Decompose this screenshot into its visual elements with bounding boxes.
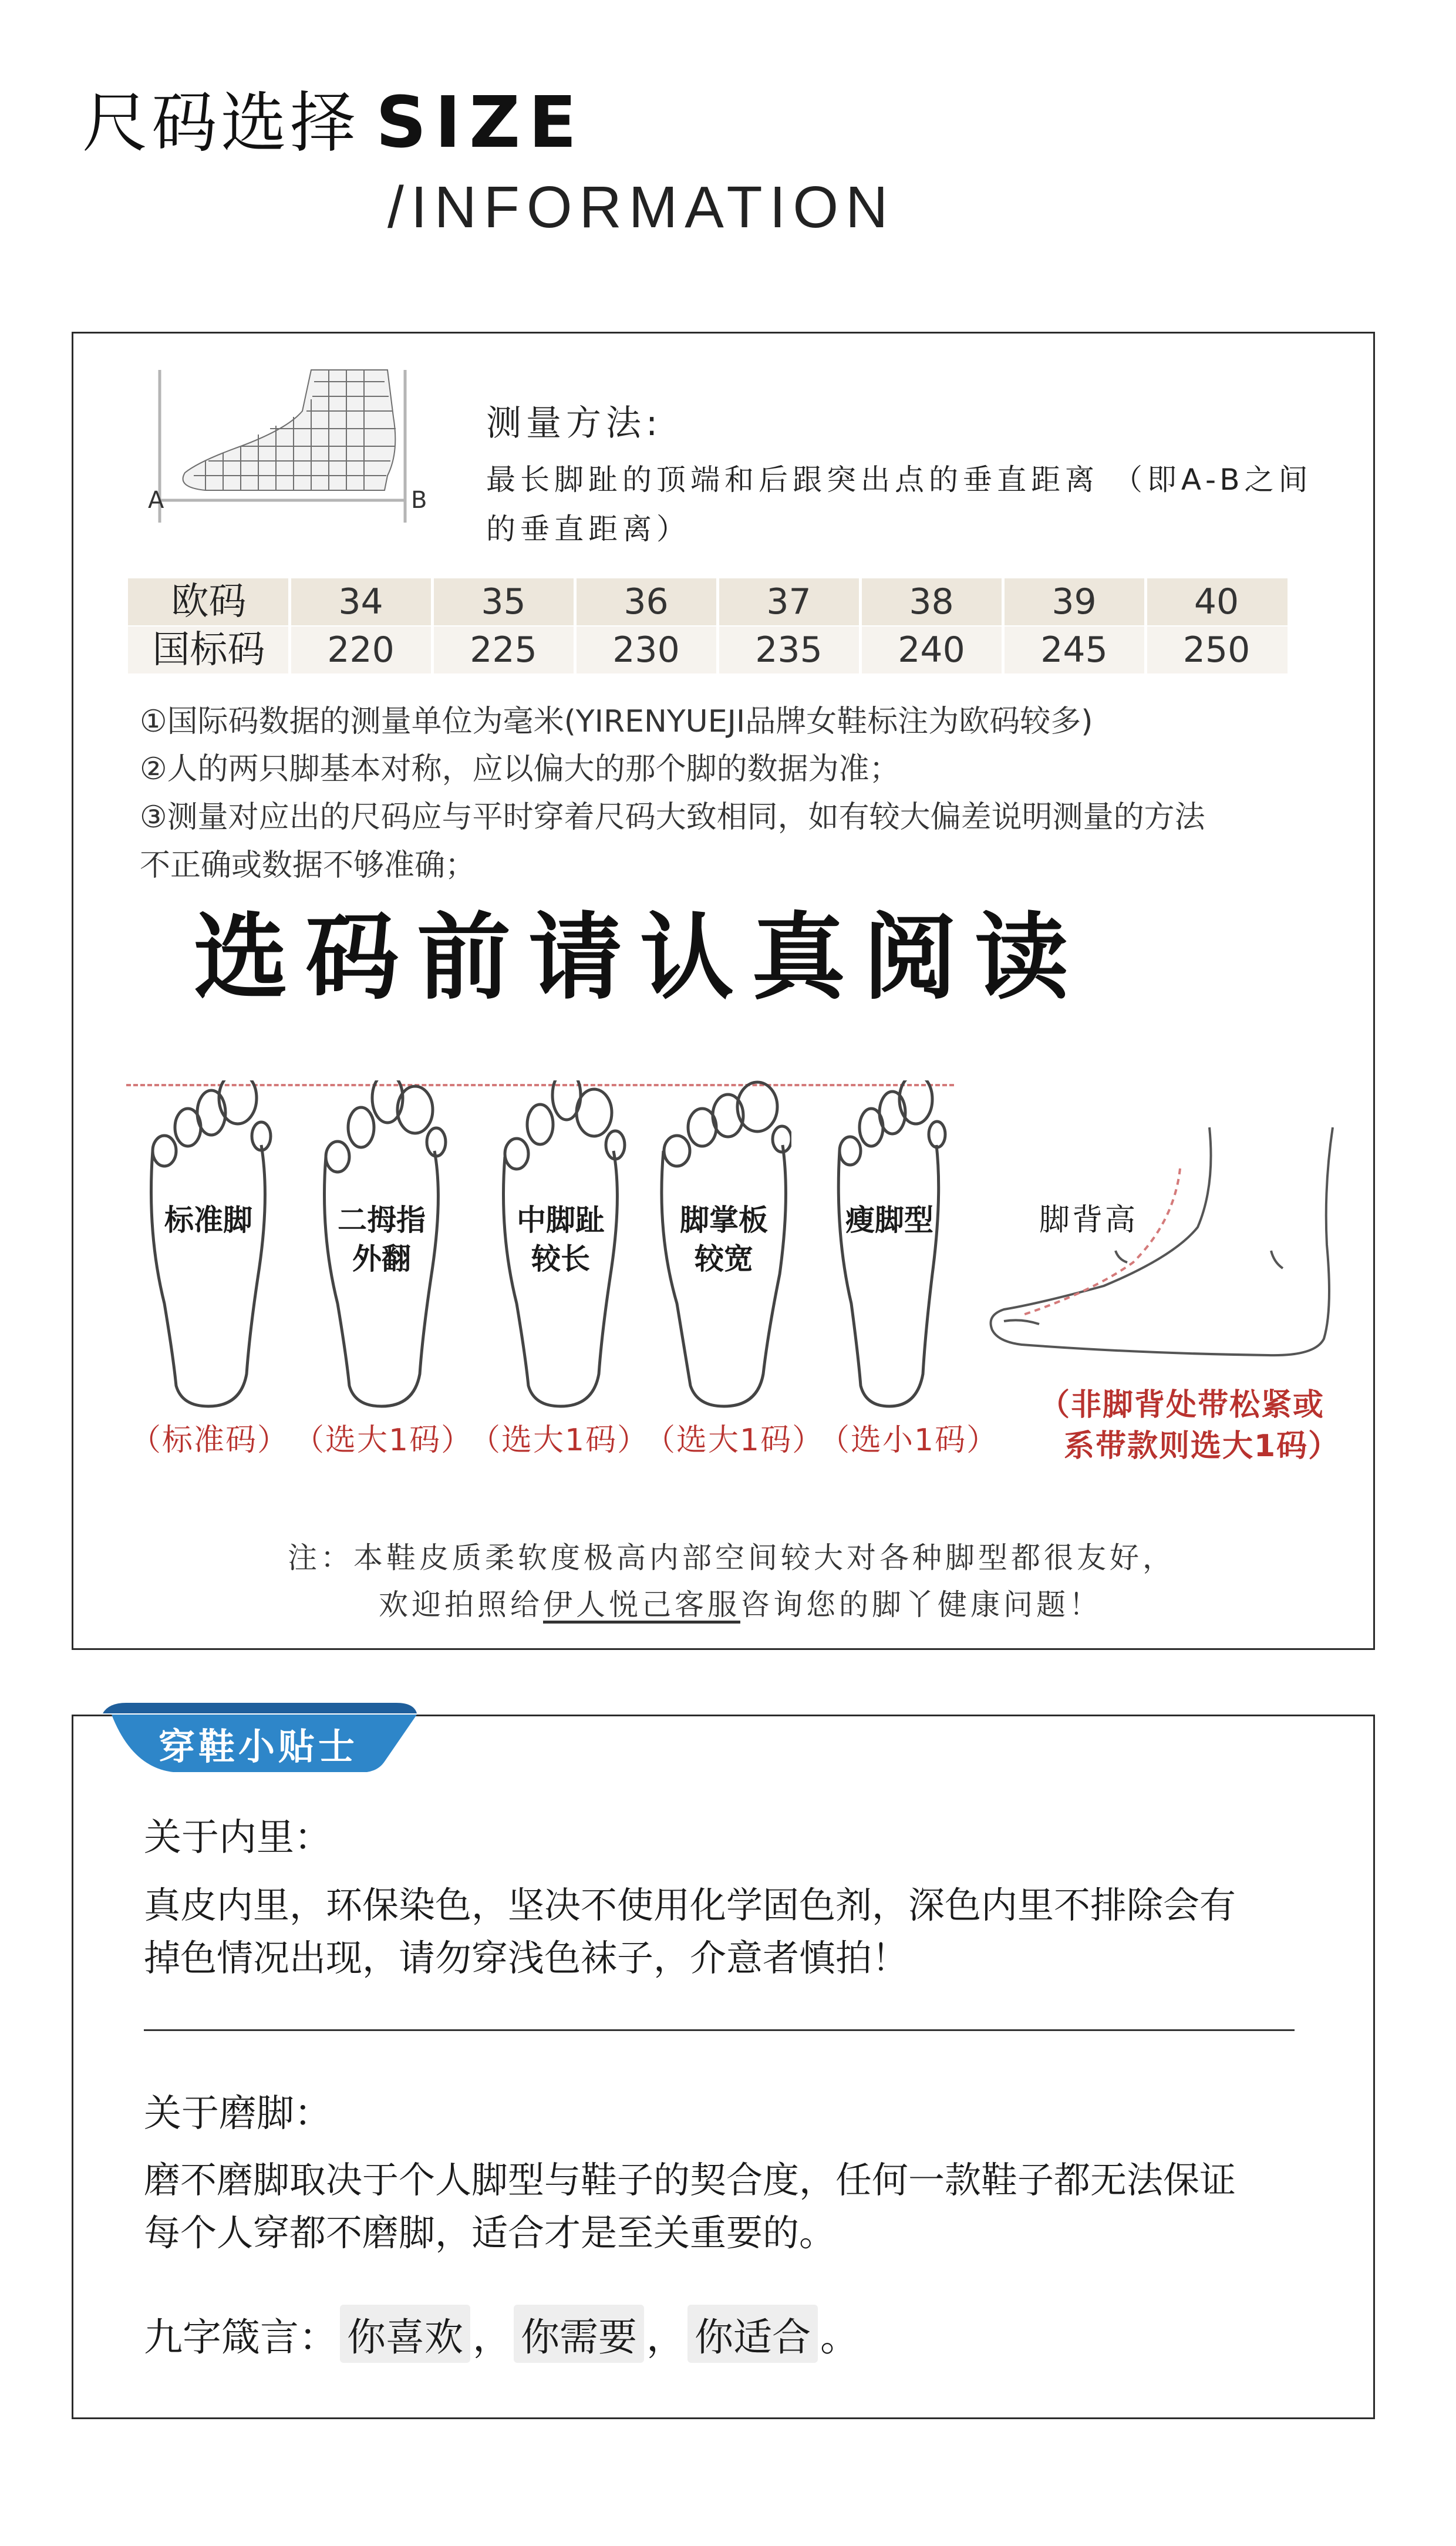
customer-service-link[interactable]: 伊人悦己客服: [543, 1588, 740, 1622]
motto-separator: ，: [646, 2314, 685, 2360]
rubbing-text: 每个人穿都不磨脚，适合才是至关重要的。: [144, 2211, 836, 2254]
table-header-cn: 国标码: [152, 628, 265, 672]
table-divider: [1144, 578, 1147, 673]
foot-slim-outline: [822, 1080, 957, 1409]
note-3-cont: 不正确或数据不够准确；: [140, 848, 476, 883]
label-b: B: [411, 487, 427, 514]
table-cell: 240: [898, 629, 965, 671]
page-title-cn: 尺码选择: [82, 85, 359, 161]
motto-item: 你喜欢: [340, 2305, 470, 2363]
table-row-cn: [128, 627, 1288, 673]
table-divider: [716, 578, 719, 673]
foot-type-label: 二拇指 外翻: [338, 1203, 426, 1276]
table-divider: [574, 578, 577, 673]
note-1: ①国际码数据的测量单位为毫米(YIRENYUEJI品牌女鞋标注为欧码较多): [140, 704, 1093, 739]
motto-item: 你需要: [514, 2305, 644, 2363]
rubbing-title: 关于磨脚：: [144, 2092, 332, 2136]
table-cell: 225: [470, 629, 537, 671]
table-divider: [859, 578, 862, 673]
label-a: A: [148, 487, 164, 514]
lining-title: 关于内里：: [144, 1816, 332, 1860]
page-title-en: SIZE: [376, 82, 585, 164]
foot-instep-diagram: [986, 1116, 1350, 1386]
foot-type-recommendation: （标准码）: [130, 1423, 289, 1458]
table-cell: 39: [1051, 581, 1097, 622]
table-cell: 37: [766, 581, 811, 622]
motto-item: 你适合: [687, 2305, 818, 2363]
lining-text: 掉色情况出现，请勿穿浅色袜子，介意者慎拍！: [144, 1937, 909, 1979]
table-header-eu: 欧码: [171, 580, 247, 624]
foot-type-recommendation: （选大1码）: [645, 1423, 824, 1458]
measure-method-title: 测量方法:: [486, 403, 663, 444]
foot-standard-outline: [141, 1080, 276, 1409]
read-carefully-title: 选码前请认真阅读: [193, 902, 1086, 1012]
table-cell: 250: [1182, 629, 1251, 671]
foot-type-recommendation: （选大1码）: [294, 1423, 473, 1458]
foot-type-label: 瘦脚型: [845, 1203, 933, 1237]
table-cell: 38: [909, 581, 954, 622]
size-table: [128, 578, 1288, 673]
foot-measure-diagram: [153, 364, 429, 528]
table-row-eu: [128, 578, 1288, 625]
table-divider: [431, 578, 434, 673]
instep-note: （非脚背处带松紧或: [1039, 1387, 1325, 1423]
foot-type-recommendation: （选小1码）: [819, 1423, 999, 1458]
table-divider: [288, 578, 291, 673]
note-3: ③测量对应出的尺码应与平时穿着尺码大致相同，如有较大偏差说明测量的方法: [140, 800, 1205, 835]
instep-label: 脚背高: [1039, 1203, 1138, 1238]
instep-note: 系带款则选大1码）: [1064, 1429, 1340, 1464]
table-cell: 235: [755, 629, 823, 671]
table-cell: 34: [338, 581, 383, 622]
motto-row: [144, 2306, 859, 2360]
table-cell: 36: [623, 581, 669, 622]
service-note: 欢迎拍照给伊人悦己客服咨询您的脚丫健康问题！: [379, 1588, 1102, 1622]
tips-divider: [144, 2029, 1295, 2031]
table-cell: 230: [612, 629, 680, 671]
measure-method-desc: 最长脚趾的顶端和后跟突出点的垂直距离 （即A-B之间的垂直距离）: [486, 463, 1313, 546]
table-cell: 220: [327, 629, 395, 671]
foot-type-label: 标准脚: [164, 1203, 252, 1237]
note-2: ②人的两只脚基本对称，应以偏大的那个脚的数据为准；: [140, 752, 900, 787]
tips-tab-label: 穿鞋小贴士: [159, 1725, 359, 1768]
motto-end: 。: [820, 2314, 859, 2360]
table-divider: [1002, 578, 1005, 673]
softness-note: 注：本鞋皮质柔软度极高内部空间较大对各种脚型都很友好，: [288, 1541, 1175, 1575]
foot-type-label: 中脚趾 较长: [517, 1203, 605, 1276]
foot-type-label: 脚掌板 较宽: [680, 1203, 768, 1276]
rubbing-text: 磨不磨脚取决于个人脚型与鞋子的契合度，任何一款鞋子都无法保证: [144, 2158, 1236, 2201]
motto-separator: ，: [473, 2314, 511, 2360]
foot-type-recommendation: （选大1码）: [470, 1423, 649, 1458]
table-cell: 40: [1194, 581, 1239, 622]
page-subtitle: /INFORMATION: [387, 174, 895, 240]
table-cell: 245: [1040, 629, 1108, 671]
lining-text: 真皮内里，环保染色，坚决不使用化学固色剂，深色内里不排除会有: [144, 1884, 1236, 1927]
table-cell: 35: [481, 581, 526, 622]
motto-label: 九字箴言：: [144, 2314, 338, 2360]
